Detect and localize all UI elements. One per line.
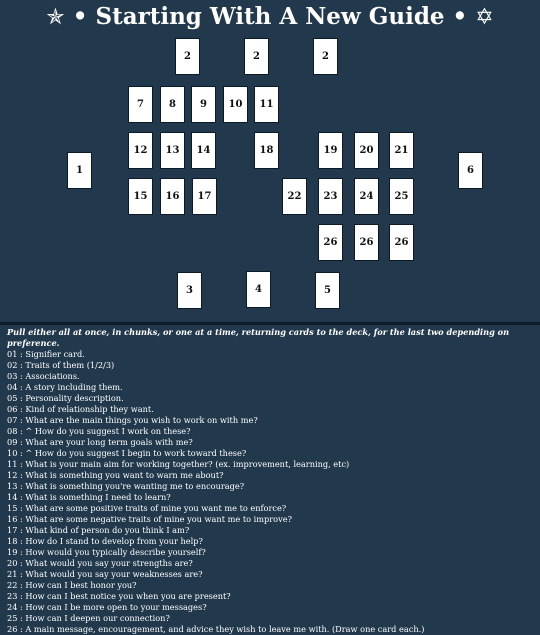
list-item: 19 : How would you typically describe yourself? xyxy=(7,547,206,557)
card: 21 xyxy=(389,132,414,169)
list-item: 15 : What are some positive traits of mine you want me to enforce? xyxy=(7,503,287,513)
list-item: 09 : What are your long term goals with me? xyxy=(7,437,193,447)
card: 3 xyxy=(177,272,202,309)
list-item: 17 : What kind of person do you think I am? xyxy=(7,525,190,535)
list-item: 22 : How can I best honor you? xyxy=(7,580,137,590)
card: 8 xyxy=(160,86,185,123)
card: 18 xyxy=(254,132,279,169)
list-item: 13 : What is something you're wanting me to encourage? xyxy=(7,481,245,491)
card: 26 xyxy=(389,224,414,261)
list-item: 11 : What is your main aim for working together? (ex. improvement, learning, etc) xyxy=(7,459,350,469)
card: 2 xyxy=(313,38,338,75)
card: 7 xyxy=(128,86,153,123)
list-item: 25 : How can I deepen our connection? xyxy=(7,613,170,623)
card: 12 xyxy=(128,132,153,169)
card: 11 xyxy=(254,86,279,123)
card: 16 xyxy=(160,178,185,215)
card: 24 xyxy=(354,178,379,215)
divider xyxy=(0,322,540,325)
card: 4 xyxy=(246,271,271,308)
card: 2 xyxy=(175,38,200,75)
card: 19 xyxy=(318,132,343,169)
list-item: 08 : ^ How do you suggest I work on these? xyxy=(7,426,191,436)
card: 15 xyxy=(128,178,153,215)
card: 14 xyxy=(191,132,216,169)
list-item: 07 : What are the main things you wish to work on with me? xyxy=(7,415,258,425)
list-item: 01 : Signifier card. xyxy=(7,349,85,359)
hexagram-icon: ✡ xyxy=(475,5,494,30)
card: 13 xyxy=(160,132,185,169)
card: 17 xyxy=(192,178,217,215)
star-outline-icon: ✯ xyxy=(46,5,65,30)
list-item: 26 : A main message, encouragement, and advice they wish to leave me with. (Draw one card each.) xyxy=(7,624,425,634)
card: 5 xyxy=(315,272,340,309)
instructions: Pull either all at once, in chunks, or one at a time, returning cards to the deck, for the last two depending on preference. xyxy=(7,327,510,348)
card: 25 xyxy=(389,178,414,215)
list-item: 02 : Traits of them (1/2/3) xyxy=(7,360,115,370)
card: 6 xyxy=(458,152,483,189)
list-item: 05 : Personality description. xyxy=(7,393,124,403)
question-list xyxy=(7,327,537,635)
list-item: 23 : How can I best notice you when you are present? xyxy=(7,591,231,601)
card: 1 xyxy=(67,152,92,189)
card: 23 xyxy=(318,178,343,215)
list-item: 21 : What would you say your weaknesses are? xyxy=(7,569,203,579)
list-item: 14 : What is something I need to learn? xyxy=(7,492,171,502)
list-item: 06 : Kind of relationship they want. xyxy=(7,404,154,414)
list-item: 20 : What would you say your strengths are? xyxy=(7,558,193,568)
list-item: 04 : A story including them. xyxy=(7,382,123,392)
card: 26 xyxy=(318,224,343,261)
list-item: 12 : What is something you want to warn me about? xyxy=(7,470,224,480)
card: 9 xyxy=(191,86,216,123)
card: 22 xyxy=(282,178,307,215)
card: 10 xyxy=(223,86,248,123)
title-text: • Starting With A New Guide • xyxy=(72,3,468,30)
card: 2 xyxy=(244,38,269,75)
list-item: 10 : ^ How do you suggest I begin to work toward these? xyxy=(7,448,247,458)
list-item: 18 : How do I stand to develop from your help? xyxy=(7,536,203,546)
list-item: 16 : What are some negative traits of mine you want me to improve? xyxy=(7,514,292,524)
card: 26 xyxy=(354,224,379,261)
card: 20 xyxy=(354,132,379,169)
list-item: 24 : How can I be more open to your messages? xyxy=(7,602,207,612)
list-item: 03 : Associations. xyxy=(7,371,80,381)
